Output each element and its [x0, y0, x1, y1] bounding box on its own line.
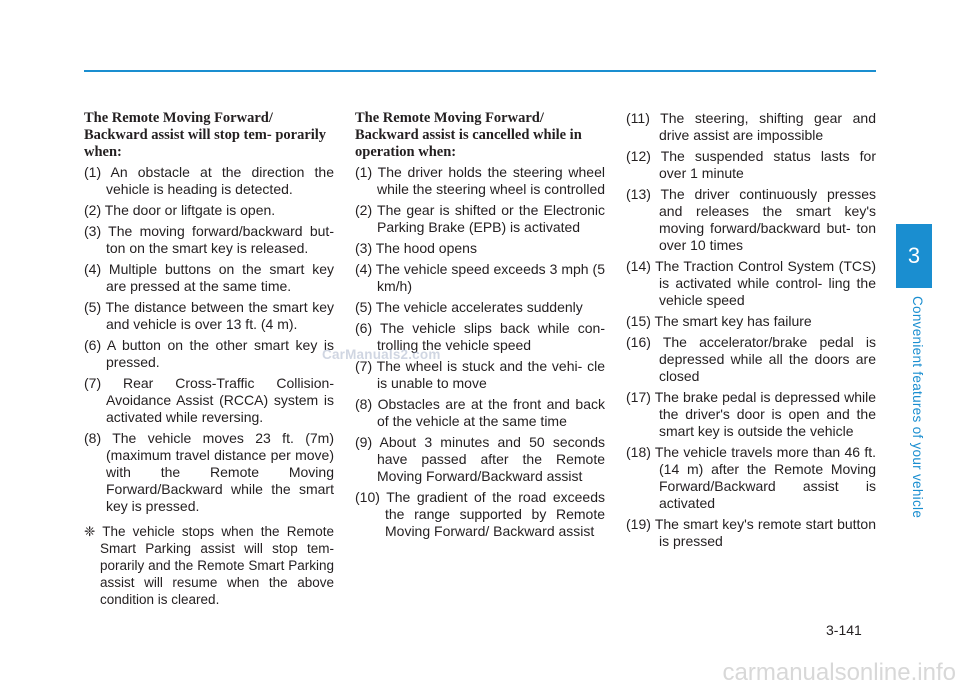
list-item: (6) The vehicle slips back while con- trolling the vehicle speed	[355, 320, 605, 353]
list-item: (7) The wheel is stuck and the vehi- cle is unable to move	[355, 358, 605, 391]
list-item: (7) Rear Cross-Traffic Collision- Avoidance Assist (RCCA) system is activated while reversing.	[84, 375, 334, 425]
list-item: (8) Obstacles are at the front and back of the vehicle at the same time	[355, 396, 605, 429]
chapter-number: 3	[907, 243, 921, 268]
column-3	[626, 110, 876, 554]
page-number: 3-141	[826, 622, 862, 638]
list-item: (2) The gear is shifted or the Electronic Parking Brake (EPB) is activated	[355, 202, 605, 235]
list-item: (15) The smart key has failure	[626, 313, 812, 329]
list-item: (4) Multiple buttons on the smart key are pressed at the same time.	[84, 261, 334, 294]
list-item: (4) The vehicle speed exceeds 3 mph (5 km/h)	[355, 261, 605, 294]
list-item: (8) The vehicle moves 23 ft. (7m) (maximum travel distance per move) with the Remote Moving Forward/Backward while the smart key is pressed.	[84, 430, 334, 514]
list-item: (18) The vehicle travels more than 46 ft. (14 m) after the Remote Moving Forward/Backward assist is activated	[626, 444, 876, 511]
section-heading-temporary-stop: The Remote Moving Forward/ Backward assist will stop tem- porarily when:	[84, 110, 327, 160]
list-item: (6) A button on the other smart key is pressed.	[84, 337, 334, 370]
list-item: (2) The door or liftgate is open.	[84, 202, 276, 218]
list-item: (16) The accelerator/brake pedal is depressed while all the doors are closed	[626, 334, 876, 384]
list-item: (11) The steering, shifting gear and drive assist are impossible	[626, 110, 876, 143]
chapter-title: Convenient features of your vehicle	[910, 296, 925, 519]
list-item: (10) The gradient of the road exceeds the range supported by Remote Moving Forward/ Backward assist	[355, 489, 605, 539]
list-item: (1) The driver holds the steering wheel while the steering wheel is controlled	[355, 164, 606, 197]
watermark: CarManuals2.com	[322, 347, 441, 362]
column-2	[355, 110, 605, 544]
note: ❈ The vehicle stops when the Remote Smart Parking assist will stop tem- porarily and the Remote Smart Parking assist will resume when the above condition is cleared.	[84, 524, 334, 607]
list-item: (12) The suspended status lasts for over 1 minute	[626, 148, 876, 181]
list-item: (19) The smart key's remote start button is pressed	[626, 516, 876, 549]
list-item: (5) The distance between the smart key and vehicle is over 13 ft. (4 m).	[84, 299, 334, 332]
list-item: (3) The moving forward/backward but- ton on the smart key is released.	[84, 223, 334, 256]
header-rule	[84, 70, 876, 72]
section-heading-cancelled: The Remote Moving Forward/ Backward assist is cancelled while in operation when:	[355, 110, 582, 160]
list-item: (13) The driver continuously presses and releases the smart key's moving forward/backward but- ton over 10 times	[626, 186, 876, 253]
list-item: (14) The Traction Control System (TCS) is activated while control- ling the vehicle speed	[626, 258, 876, 308]
list-item: (3) The hood opens	[355, 240, 477, 256]
footer-watermark: carmanualsonline.info	[722, 659, 956, 686]
column-1	[84, 110, 334, 608]
chapter-tab	[896, 224, 932, 288]
list-item: (9) About 3 minutes and 50 seconds have passed after the Remote Moving Forward/Backward assist	[355, 434, 605, 484]
list-item: (17) The brake pedal is depressed while the driver's door is open and the smart key is outside the vehicle	[626, 389, 876, 439]
list-item: (1) An obstacle at the direction the vehicle is heading is detected.	[84, 164, 334, 197]
list-item: (5) The vehicle accelerates suddenly	[355, 299, 583, 315]
